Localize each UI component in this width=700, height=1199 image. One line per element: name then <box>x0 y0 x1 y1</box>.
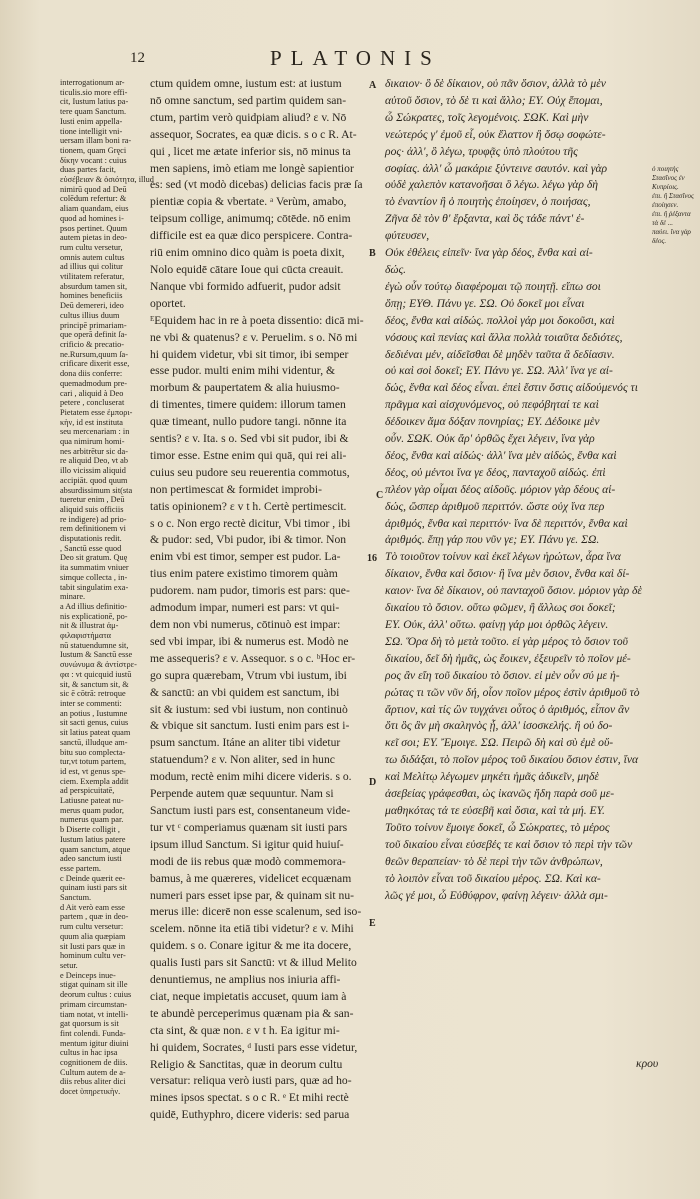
margin-note-line: ticulis.sio more effi- <box>60 87 128 97</box>
catchword: κρου <box>636 1057 659 1070</box>
latin-text-line: hi quidem videtur, vbi sit timor, ibi semper <box>150 347 349 361</box>
margin-note-line: homines beneficiis <box>60 291 123 301</box>
greek-text-line: σοφίας. ἀλλ' ὦ μακάριε ξύντεινε σαυτόν. καὶ γὰρ <box>385 161 608 175</box>
latin-text-line: pudorem. nam pudor, timoris est pars: que- <box>150 584 350 598</box>
margin-note-line: tere quam Sanctum. <box>60 107 127 117</box>
margin-note-line: setur. <box>60 960 78 970</box>
greek-text-column <box>385 76 650 1106</box>
latin-text-line: men sapiens, imò etiam me longè sapientior <box>150 161 354 175</box>
margin-note-line: ὁ ποιητὴς <box>652 165 679 173</box>
margin-note-line: diis rebus aliter dici <box>60 1077 126 1087</box>
margin-note-line: Iustum latius patere <box>60 834 126 844</box>
latin-text-line: scelem. nōnne ita etiā tibi videtur? ε v. Mihi <box>150 922 354 936</box>
margin-note-line: simque collecta , in- <box>60 572 128 582</box>
greek-text-line: νεώτερός γ' ἐμοῦ εἶ, οὐκ ἔλαττον ἢ ὅσῳ σοφώτε- <box>385 127 606 141</box>
margin-note-line: sic ē cōtrā: retroque <box>60 689 126 699</box>
latin-text-line: enim vbi est timor, semper est pudor. La- <box>150 550 341 564</box>
latin-text-line: statuendum? ε v. Non aliter, sed in hunc <box>150 753 335 767</box>
latin-text-line: morbum & paupertatem & alia huiusmo- <box>150 381 340 395</box>
margin-note-line: aliam quandam, eius <box>60 204 129 214</box>
side-number: 16 <box>367 553 377 564</box>
page-header <box>0 46 700 70</box>
margin-note-line: que operā definit ſa- <box>60 330 128 340</box>
margin-note-line: Στασῖνος ἐν <box>652 174 685 182</box>
greek-text-line: τω διδάξαι, τὸ ποῖον μέρος τοῦ δικαίου ὅσιον ἐστιν, ἵνα <box>385 753 639 767</box>
greek-text-line: τοῦ δικαίου εἶναι εὐσεβές τε καὶ ὅσιον τὸ περὶ τὴν τῶν <box>385 837 633 851</box>
latin-text-line: assequor, Socrates, ea quæ dicis. s o c R. At- <box>150 127 357 141</box>
greek-text-line: δώς, ὥσπερ ἀριθμοῦ περιττόν. ὥστε οὐχ ἵνα περ <box>385 499 605 513</box>
latin-text-line: cuius seu pudore seu reuerentia commotus, <box>150 465 350 479</box>
latin-text-line: dem non vbi numerus, cōtinuò est impar: <box>150 618 341 631</box>
latin-text-line: cta sint, & quæ non. ε v t h. Ea igitur mi- <box>150 1023 340 1037</box>
greek-text-line: ἀσεβείας γράφεσθαι, ὡς ἱκανῶς ἤδη παρὰ σοῦ με- <box>385 787 615 801</box>
latin-text-line: psum sanctum. Itáne an aliter tibi videtur <box>150 736 341 750</box>
latin-text-line: modi de iis rebus quæ modò commemora- <box>150 854 346 868</box>
greek-text-line: δεδιέναι μέν, αἰδεῖσθαι δὲ μηδὲν ταῦτα ἃ δεδίασιν. <box>385 347 615 361</box>
margin-note-line: dona diis conferre: <box>60 369 123 379</box>
latin-text-line: ctum quidem omne, iustum est: at iustum <box>150 77 342 90</box>
greek-text-line: δέος, ἔνθα καὶ αἰδώς. πολλοὶ γάρ μοι δοκοῦσι, καὶ <box>385 313 615 327</box>
margin-note-line: bitu suo complecta- <box>60 747 126 757</box>
margin-note-line: Pietatem esse ἐμπορι- <box>60 407 133 417</box>
greek-text-line: ρώτας τι τῶν νῦν δή, οἷον ποῖον μέρος ἐστὶν ἀριθμοῦ τὸ <box>385 685 640 699</box>
margin-note-line: fint colendi. Funda- <box>60 1028 126 1038</box>
margin-note-line: duas partes facit, <box>60 165 116 175</box>
left-margin-notes <box>60 78 154 1097</box>
margin-note-line: ἐπι. ἢ Στασῖνος <box>652 192 694 200</box>
greek-text-line: θεῶν θεραπείαν· τὸ δὲ περὶ τὴν τῶν ἀνθρώπων, <box>385 854 603 868</box>
margin-note-line: ita summatim vniuer <box>60 563 129 573</box>
margin-note-line: numerus quam par. <box>60 815 124 825</box>
latin-text-line: ne vbi & quatenus? ε v. Peruelim. s o. Nō mi <box>150 330 358 344</box>
latin-text-line: bamus, à me quæreres, videlicet ecquænam <box>150 871 352 885</box>
margin-note-line: esse partem. <box>60 863 102 873</box>
margin-note-line: Deū demereri, ideo <box>60 301 124 311</box>
latin-text-line: non pertimescat & formidet improbi- <box>150 482 322 496</box>
greek-text-line: δικαιον· ὃ δὲ δίκαιον, οὐ πᾶν ὅσιον, ἀλλὰ τὸ μὲν <box>385 77 606 90</box>
greek-text-line: νόσους καὶ πενίας καὶ ἄλλα πολλὰ τοιαῦτα δεδιότες, <box>385 330 623 344</box>
greek-text-line: ΕΥ. Οὐκ, ἀλλ' οὕτω. φαίνῃ γάρ μοι ὀρθῶς λέγειν. <box>385 618 609 631</box>
greek-text-line: δώς, ἔνθα καὶ δέος εἶναι. ἐπεὶ ἔστιν ὅστις αἰδούμενός τι <box>385 381 638 395</box>
greek-text-line: ρος ἂν εἴη τοῦ δικαίου τὸ ὅσιον. εἰ μὲν οὖν σύ με ἠ- <box>385 668 620 682</box>
greek-text-line: κεῖ σοι; ΕΥ. Ἔμοιγε. ΣΩ. Πειρῶ δὴ καὶ σὺ ἐμὲ οὕ- <box>385 736 614 750</box>
margin-note-line: adeo sanctum iusti <box>60 854 122 864</box>
greek-text-line: δέδοικεν ἅμα δόξαν πονηρίας; ΕΥ. Δέδοικε μὲν <box>385 415 600 429</box>
margin-note-line: mentum igitur diuini <box>60 1038 129 1048</box>
latin-text-line: hi quidem, Socrates, ᵈ Iusti pars esse videtur, <box>150 1040 358 1054</box>
margin-note-line: cit, Iustum latius pa- <box>60 97 129 107</box>
margin-note-line: docet ὑπηρετικὴν. <box>60 1087 121 1097</box>
margin-note-line: δίκην vocant : cuius <box>60 155 127 165</box>
greek-text-line: καὶ Μελίτῳ λέγωμεν μηκέτι ἡμᾶς ἀδικεῖν, μηδὲ <box>385 770 600 784</box>
margin-note-line: deorum cultus : cuius <box>60 990 132 1000</box>
margin-note-line: quum alia quæpiam <box>60 931 126 941</box>
latin-text-line: Nolo equidē cātare Ioue qui cūcta creauit. <box>150 262 344 276</box>
margin-note-line: κὴν, id est instituta <box>60 417 123 427</box>
margin-note-line: ciem. Exempla addit <box>60 776 129 786</box>
greek-text-line: δίκαιον, ἔνθα καὶ ὅσιον· ἢ ἵνα μὲν ὅσιον, ἔνθα καὶ δί- <box>385 567 630 581</box>
latin-text-line: modum, rectè enim mihi dicere videris. s o. <box>150 770 352 784</box>
margin-note-line: παύει. ἵνα γὰρ <box>652 228 691 236</box>
margin-note-line: συνώνυμα & ἀντίστρε- <box>60 660 137 670</box>
section-letter-c: C <box>376 490 384 501</box>
latin-text-line: qui , licet me ætate inferior sis, nō minus ta <box>150 144 351 158</box>
greek-text-line: μαθηκότας τά τε εὐσεβῆ καὶ ὅσια, καὶ τὰ μή. ΕΥ. <box>385 803 605 817</box>
margin-note-line: sit sacti genus, cuius <box>60 718 129 728</box>
margin-note-line: merus quam pudor, <box>60 805 124 815</box>
greek-text-line: λῶς γέ μοι, ὦ Εὐθύφρον, φαίνῃ λέγειν· ἀλλὰ σμι- <box>385 888 608 902</box>
latin-text-line: te abundè perceperimus quænam pia & san- <box>150 1006 354 1020</box>
greek-text-line: οὐ καὶ σοὶ δοκεῖ; ΕΥ. Πάνυ γε. ΣΩ. Ἀλλ' ἵνα γε αἰ- <box>385 364 613 378</box>
greek-text-line: ὅτι ὃς ἂν μὴ σκαληνὸς ᾖ, ἀλλ' ἰσοσκελής. ἢ οὐ δο- <box>385 719 613 733</box>
latin-text-line: s o c. Non ergo rectè dicitur, Vbi timor , ibi <box>150 516 351 530</box>
margin-note-line: tiam notat, vt intelli- <box>60 1009 129 1019</box>
margin-note-line: tione intelligit vni- <box>60 126 123 136</box>
margin-note-line: seu mercenariam : in <box>60 427 130 437</box>
margin-note-line: gat quorsum is sit <box>60 1019 119 1029</box>
margin-note-line: re indigere) ad prio- <box>60 514 127 524</box>
margin-note-line: εὐσέβειαν & ὁσιότητα, illud <box>60 175 154 185</box>
margin-note-line: nes arbitrētur sic da- <box>60 446 128 456</box>
section-letter-d: D <box>369 777 377 788</box>
margin-note-line: petere , concluserat <box>60 398 125 408</box>
margin-note-line: τὰ δὲ ... <box>652 219 673 227</box>
latin-text-line: oportet. <box>150 296 186 310</box>
greek-text-line: ἄρτιον, καὶ τίς ὢν τυγχάνει οὗτος ὁ ἀριθμός, εἶπον ἂν <box>385 702 630 716</box>
margin-note-line: minare. <box>60 592 86 602</box>
margin-note-line: a Ad illius definitio- <box>60 601 128 611</box>
greek-text-line: δέος, ἔνθα καὶ αἰδώς· ἀλλ' ἵνα μὲν αἰδώς, ἔνθα καὶ <box>385 448 617 462</box>
margin-note-line: e Deinceps inue- <box>60 970 116 980</box>
latin-text-line: quidem. s o. Conare igitur & me ita docere, <box>150 939 352 953</box>
greek-text-line: πρᾶγμα καὶ αἰσχυνόμενος, οὐ πεφόβηταί τε καὶ <box>385 398 599 412</box>
margin-note-line: Latiusne pateat nu- <box>60 796 124 806</box>
margin-note-line: φα : vt quicquid iustū <box>60 669 132 679</box>
margin-note-line: vtilitatem referatur, <box>60 272 125 282</box>
margin-note-line: an potius , Iustumne <box>60 708 128 718</box>
margin-note-line: Iustum & Sanctū esse <box>60 650 133 660</box>
latin-text-line: sit & iustum: sed vbi iustum, non continuò <box>150 702 348 716</box>
margin-note-line: b Diserte colligit , <box>60 825 120 835</box>
running-title: PLATONIS <box>270 46 441 70</box>
greek-text-line: δικαίου τὸ ὅσιον. οὕτω φῶμεν, ἢ ἄλλως σοι δοκεῖ; <box>385 601 616 615</box>
latin-translation-column <box>150 76 365 1122</box>
latin-text-line: Religio & Sanctitas, quæ in deorum cultu <box>150 1057 343 1071</box>
latin-text-line: Sanctum iusti pars est, consentaneum vide- <box>150 803 351 817</box>
section-letter-e: E <box>369 918 376 929</box>
margin-note-line: nit & illustrat ἀμ- <box>60 621 119 631</box>
latin-text-line: numeri pars esset ipse par, & quinam sit nu- <box>150 888 354 902</box>
margin-note-line: c Deinde quærit ee- <box>60 873 126 883</box>
latin-text-line: di timentes, timere quidem: illorum tamen <box>150 398 346 412</box>
margin-note-line: colēdum refertur: & <box>60 194 127 204</box>
margin-note-line: principē primariam- <box>60 320 127 330</box>
margin-note-line: ἐποίησεν. <box>652 201 679 209</box>
latin-text-line: & vbique sit sanctum. Iusti enim pars est i- <box>150 719 350 733</box>
greek-text-line: ὅπῃ; ΕΥΘ. Πάνυ γε. ΣΩ. Οὐ δοκεῖ μοι εἶναι <box>385 296 585 310</box>
margin-note-line: quinam iusti pars sit <box>60 883 128 893</box>
latin-text-line: & sanctū: an vbi quidem est sanctum, ibi <box>150 685 340 699</box>
greek-text-line: Οὐκ ἐθέλεις εἰπεῖν· ἵνα γὰρ δέος, ἔνθα καὶ αἰ- <box>385 246 593 260</box>
page-number: 12 <box>130 50 145 66</box>
latin-text-line: denuntiemus, ne amplius nos iniuria affi- <box>150 973 341 987</box>
margin-note-line: partem , quæ in deo- <box>60 912 129 922</box>
margin-note-line: ad illius qui colitur <box>60 262 123 272</box>
margin-note-line: , Sanctū esse quod <box>60 543 122 553</box>
margin-note-line: nis explicationē, po- <box>60 611 128 621</box>
margin-note-line: absurdum tamen sit, <box>60 281 128 291</box>
margin-note-line: cari , aliquid à Deo <box>60 388 124 398</box>
latin-text-line: me assequeris? ε v. Assequor. s o c. ᵇHoc er- <box>150 651 356 665</box>
latin-text-line: tius enim patere existimo timorem quàm <box>150 567 338 581</box>
margin-note-line: re aliquid Deo, vt ab <box>60 456 128 466</box>
latin-text-line: qualis Iusti pars sit Sanctū: vt & illud Melito <box>150 956 357 970</box>
greek-text-line: ἀριθμός. ἕπῃ γάρ που νῦν γε; ΕΥ. Πάνυ γε. ΣΩ. <box>385 533 600 547</box>
margin-note-line: hominum cultu ver- <box>60 951 126 961</box>
latin-text-line: ᴱEquidem hac in re à poeta dissentio: dicā mi- <box>150 313 364 327</box>
margin-note-line: cognitionem de diis. <box>60 1058 128 1068</box>
right-margin-notes <box>652 165 698 305</box>
margin-note-line: sit latius pateat quam <box>60 728 131 738</box>
latin-text-line: riū enim omnino dico quàm is poeta dixit, <box>150 246 345 260</box>
margin-note-line: absurdissimum sit(sta <box>60 485 133 495</box>
margin-note-line: uersam illam boni ra- <box>60 136 132 146</box>
margin-note-line: cultus illius duum <box>60 310 120 320</box>
margin-note-line: cultus in hac ipsa <box>60 1048 118 1058</box>
latin-text-line: quidē, Euthyphro, dicere videris: sed parua <box>150 1108 350 1122</box>
margin-note-line: tabit singulatim exa- <box>60 582 129 592</box>
latin-text-line: ctum, partim verò quidpiam aliud? ε v. Nō <box>150 110 347 124</box>
latin-text-line: ipsum illud Sanctum. Si igitur quid huiuſ- <box>150 837 344 851</box>
latin-text-line: & pudor: sed, Vbi pudor, ibi & timor. Non <box>150 533 347 547</box>
latin-text-line: mines ipsos spectat. s o c R. ᵉ Et mihi rectè <box>150 1091 349 1105</box>
section-letter-b: B <box>369 248 376 259</box>
latin-text-line: Perpende autem quæ sequuntur. Nam si <box>150 787 334 801</box>
margin-note-line: omnis autem cultus <box>60 252 125 262</box>
latin-text-line: nō omne sanctum, sed partim quidem san- <box>150 93 347 107</box>
margin-note-line: ne.Rursum,quum ſa- <box>60 349 128 359</box>
margin-note-line: Iusti enim appella- <box>60 116 123 126</box>
latin-text-line: difficile est ea quæ dico perspicere. Contra- <box>150 229 353 243</box>
margin-note-line: δέος. <box>652 237 667 245</box>
latin-text-line: Nanque vbi formido adfuerit, pudor adsit <box>150 279 341 293</box>
latin-text-line: es: sed (vt modò dicebas) delicias facis præ ſa <box>150 178 363 192</box>
margin-note-line: illo vicissim aliquid <box>60 466 126 476</box>
margin-note-line: Κυπρίοις. <box>652 183 679 191</box>
margin-note-line: rum cultu versetur, <box>60 242 123 252</box>
section-letter-a: A <box>369 80 377 91</box>
greek-text-line: ὦ Σώκρατες, τοῖς λεγομένοις. ΣΩΚ. Καὶ μὴν <box>385 110 589 124</box>
greek-text-line: καιον· ἵνα δὲ δίκαιον, οὐ πανταχοῦ ὅσιον. μόριον γὰρ δὲ <box>385 584 642 598</box>
margin-note-line: primam circumstan- <box>60 999 128 1009</box>
greek-text-line: ΣΩ. Ὅρα δὴ τὸ μετὰ τοῦτο. εἰ γὰρ μέρος τὸ ὅσιον τοῦ <box>385 634 628 648</box>
greek-text-line: ἐγὼ οὖν τούτῳ διαφέρομαι τῷ ποιητῇ. εἴπω σοι <box>385 279 601 293</box>
margin-note-line: Deo sit gratum. Quę <box>60 553 128 563</box>
latin-text-line: tur vt ᶜ comperiamus quænam sit iusti pars <box>150 820 348 834</box>
margin-note-line: disputationis redit. <box>60 534 122 544</box>
margin-note-line: stigat quinam sit ille <box>60 980 128 990</box>
greek-text-line: φύτευσεν, <box>385 229 430 243</box>
greek-text-line: Τοῦτο τοίνυν ἔμοιγε δοκεῖ, ὦ Σώκρατες, τὸ μέρος <box>385 820 610 834</box>
margin-note-line: ad perspicuitatē, <box>60 786 115 796</box>
margin-note-line: id est, vt genus spe- <box>60 766 126 776</box>
margin-note-line: Sanctum. <box>60 893 92 903</box>
greek-text-line: πλέον γὰρ οἶμαι δέος αἰδοῦς. μόριον γὰρ δέους αἰ- <box>385 482 616 496</box>
margin-note-line: sit Iusti pars quæ in <box>60 941 125 951</box>
latin-text-line: sed vbi impar, ibi & numerus est. Modò ne <box>150 634 349 648</box>
latin-text-line: versatur: reliqua verò iusti pars, quæ ad ho- <box>150 1074 352 1088</box>
margin-note-line: sit, & sanctum sit, & <box>60 679 129 689</box>
margin-note-line: nimirū quod ad Deū <box>60 184 127 194</box>
margin-note-line: tionem, quam Gręci <box>60 145 127 155</box>
greek-text-line: ρος· ἀλλ', ὃ λέγω, τρυφᾷς ὑπὸ πλούτου τῆς <box>385 144 578 158</box>
latin-text-line: merus ille: dicerē non esse scalenum, sed iso- <box>150 905 362 919</box>
margin-note-line: interrogationum ar- <box>60 78 125 87</box>
margin-note-line: aliquid suis officiis <box>60 504 124 514</box>
margin-note-line: rum cultu versetur: <box>60 922 124 932</box>
greek-text-line: οὐδὲ χαλεπὸν κατανοῆσαι ὃ λέγω. λέγω γὰρ δὴ <box>385 178 598 192</box>
margin-note-line: ἐπι. ἢ ῥέξαντα <box>652 210 691 218</box>
latin-text-line: esse pudor. multi enim mihi videntur, & <box>150 364 336 378</box>
greek-text-line: αὐτοῦ ὅσιον, τὸ δὲ τι καὶ ἄλλο; ΕΥ. Οὐχ ἕπομαι, <box>385 93 603 107</box>
margin-note-line: crificare dixerit esse, <box>60 359 130 369</box>
greek-text-line: Τὸ τοιοῦτον τοίνυν καὶ ἐκεῖ λέγων ἠρώτων, ἆρα ἵνα <box>385 550 621 564</box>
margin-note-line: quod ad homines i- <box>60 213 124 223</box>
latin-text-line: admodum impar, numeri est pars: vt qui- <box>150 601 340 615</box>
greek-text-line: δώς. <box>385 262 407 276</box>
greek-text-line: τὸ λοιπὸν εἶναι τοῦ δικαίου μέρος. ΣΩ. Καὶ κα- <box>385 871 601 885</box>
latin-text-line: sentis? ε v. Ita. s o. Sed vbi sit pudor, ibi & <box>150 432 349 446</box>
latin-text-line: pientiæ copia & vbertate. ᵃ Verùm, amabo, <box>150 195 347 209</box>
margin-note-line: rem definitionem vi <box>60 524 126 534</box>
greek-text-line: δικαίου, δεῖ δὴ ἡμᾶς, ὡς ἔοικεν, ἐξευρεῖν τὸ ποῖον μέ- <box>385 651 631 665</box>
margin-note-line: inter se commenti: <box>60 699 122 708</box>
margin-note-line: autem pietas in deo- <box>60 233 128 243</box>
greek-text-line: δέος, οὐ μέντοι ἵνα γε δέος, πανταχοῦ αἰδώς. ἐπὶ <box>385 465 606 479</box>
margin-note-line: quemadmodum pre- <box>60 378 128 388</box>
margin-note-line: tur,vt totum partem, <box>60 757 127 767</box>
margin-note-line: quam sanctum, atque <box>60 844 131 854</box>
latin-text-line: teipsum collige, animumq; cōtēde. nō enim <box>150 212 351 226</box>
margin-note-line: psos pertinet. Quum <box>60 223 128 233</box>
margin-note-line: tueretur enim , Deū <box>60 495 125 505</box>
margin-note-line: d Ait verò eam esse <box>60 902 125 912</box>
latin-text-line: quæ timeant, nullo pudore tangi. nōnne ita <box>150 415 347 429</box>
margin-note-line: Cultum autem de a- <box>60 1067 126 1077</box>
greek-text-line: ἀριθμός, ἔνθα καὶ περιττόν· ἵνα δὲ περιττόν, ἔνθα καὶ <box>385 516 628 530</box>
margin-note-line: qua nimirum homi- <box>60 437 125 447</box>
margin-note-line: sanctū, illudque am- <box>60 737 128 747</box>
greek-text-line: Ζῆνα δὲ τὸν θ' ἕρξαντα, καὶ ὃς τάδε πάντ' ἐ- <box>385 212 585 226</box>
margin-note-line: accipiāt. quod quum <box>60 475 128 485</box>
margin-note-line: nū statuendumne sit, <box>60 640 129 650</box>
greek-text-line: τὸ ἐναντίον ἢ ὁ ποιητὴς ἐποίησεν, ὁ ποιήσας, <box>385 195 591 209</box>
latin-text-line: go supra quærebam, Vtrum vbi iustum, ibi <box>150 668 347 682</box>
margin-note-line: crificio & precatio- <box>60 339 125 349</box>
latin-text-line: tatis opinionem? ε v t h. Certè pertimescit. <box>150 499 347 513</box>
margin-note-line: φιλαφιστήματα <box>60 631 112 641</box>
greek-text-line: οὖν. ΣΩΚ. Οὐκ ἄρ' ὀρθῶς ἔχει λέγειν, ἵνα γὰρ <box>385 432 595 446</box>
latin-text-line: ciat, neque impietatis accuset, quum iam à <box>150 989 347 1003</box>
latin-text-line: timor esse. Estne enim qui quā, qui rei ali- <box>150 448 347 462</box>
